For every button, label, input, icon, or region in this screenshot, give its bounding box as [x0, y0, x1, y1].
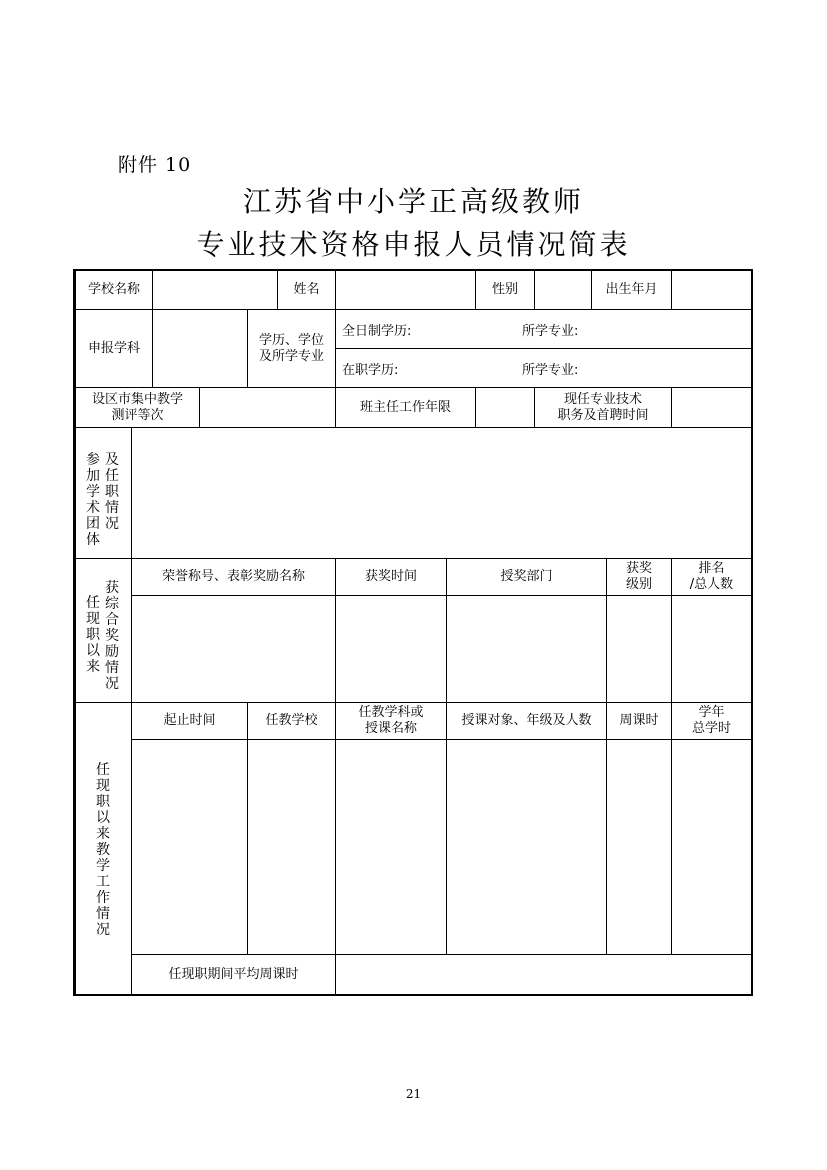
- label-education: [247, 309, 336, 388]
- teaching-total-text-1: 学年: [698, 705, 725, 720]
- teaching-header-target: [446, 702, 607, 740]
- input-teaching-eval[interactable]: [199, 387, 336, 428]
- fulltime-major-label: 所学专业:: [522, 324, 579, 339]
- awards-header-level: [606, 558, 672, 596]
- input-current-title[interactable]: [671, 387, 752, 428]
- teaching-subject-text-1: 任教学科或: [358, 705, 424, 720]
- inservice-edu-label: 在职学历:: [342, 363, 399, 378]
- awards-time-text: 获奖时间: [364, 569, 417, 584]
- awards-header-name: [131, 558, 336, 596]
- page-number: 21: [405, 1087, 422, 1101]
- annex-label: 附件 10: [118, 154, 192, 176]
- label-gender: [475, 270, 535, 310]
- awards-rank-text-1: 排名: [698, 561, 725, 576]
- gender-text: 性别: [491, 282, 518, 297]
- eval-text-1: 设区市集中教学: [91, 391, 183, 407]
- teaching-total-text-2: 总学时: [691, 721, 731, 736]
- education-text-1: 学历、学位: [258, 332, 324, 348]
- awards-rank-text-2: /总人数: [689, 577, 734, 592]
- awards-input-time[interactable]: [335, 595, 447, 703]
- teaching-input-weekly[interactable]: [606, 739, 672, 955]
- awards-header-rank: [671, 558, 752, 596]
- awards-name-text: 荣誉称号、表彰奖励名称: [161, 569, 305, 584]
- teaching-target-text: 授课对象、年级及人数: [461, 713, 592, 728]
- label-teaching-eval: [75, 387, 200, 428]
- teaching-header-total: [671, 702, 752, 740]
- teaching-header-subject: [335, 702, 447, 740]
- label-avg-weekly-hours: [131, 954, 336, 995]
- teaching-header-weekly: [606, 702, 672, 740]
- school-name-text: 学校名称: [87, 282, 140, 297]
- teaching-input-target[interactable]: [446, 739, 607, 955]
- awards-input-dept[interactable]: [446, 595, 607, 703]
- teaching-header-school: [247, 702, 336, 740]
- teaching-input-subject[interactable]: [335, 739, 447, 955]
- subject-text: 申报学科: [87, 340, 140, 356]
- teaching-header-period: [131, 702, 248, 740]
- education-text-2: 及所学专业: [258, 348, 324, 364]
- label-class-teacher-years: [335, 387, 476, 428]
- input-avg-weekly-hours[interactable]: [335, 954, 752, 995]
- input-academic-groups[interactable]: [131, 427, 752, 559]
- title-text-2: 职务及首聘时间: [557, 407, 649, 423]
- teaching-school-text: 任教学校: [265, 713, 318, 728]
- teaching-weekly-text: 周课时: [619, 713, 659, 728]
- input-school-name[interactable]: [152, 270, 278, 310]
- awards-level-text-2: 级别: [625, 577, 652, 592]
- label-subject: [75, 309, 153, 388]
- teaching-period-text: 起止时间: [163, 713, 216, 728]
- awards-side-col1: 任 现 职 以 来: [86, 595, 100, 675]
- label-birth: [591, 270, 672, 310]
- awards-input-rank[interactable]: [671, 595, 752, 703]
- form-title-line2: 专业技术资格申报人员情况简表: [196, 228, 631, 261]
- name-text: 姓名: [293, 282, 320, 297]
- teaching-input-total[interactable]: [671, 739, 752, 955]
- input-subject[interactable]: [152, 309, 248, 388]
- academic-side-col2: 及 任 职 情 况: [105, 452, 119, 532]
- academic-side-col1: 参 加 学 术 团 体: [86, 452, 100, 548]
- awards-input-level[interactable]: [606, 595, 672, 703]
- label-current-title: [534, 387, 672, 428]
- awards-header-dept: [446, 558, 607, 596]
- fulltime-edu-label: 全日制学历:: [342, 324, 412, 339]
- eval-text-2: 测评等次: [111, 407, 164, 423]
- input-birth[interactable]: [671, 270, 752, 310]
- inservice-major-label: 所学专业:: [522, 363, 579, 378]
- label-school-name: [75, 270, 153, 310]
- awards-header-time: [335, 558, 447, 596]
- awards-level-text-1: 获奖: [625, 561, 652, 576]
- input-gender[interactable]: [534, 270, 592, 310]
- input-name[interactable]: [335, 270, 476, 310]
- birth-text: 出生年月: [605, 282, 658, 297]
- class-teacher-text: 班主任工作年限: [359, 399, 451, 415]
- input-class-teacher-years[interactable]: [475, 387, 535, 428]
- teaching-side-text: 任 现 职 以 来 教 学 工 作 情 况: [96, 762, 110, 938]
- teaching-input-period[interactable]: [131, 739, 248, 955]
- awards-input-name[interactable]: [131, 595, 336, 703]
- title-text-1: 现任专业技术: [563, 391, 642, 407]
- awards-side-col2: 获 综 合 奖 励 情 况: [105, 580, 119, 692]
- awards-dept-text: 授奖部门: [500, 569, 553, 584]
- label-name: [277, 270, 336, 310]
- avg-weekly-text: 任现职期间平均周课时: [168, 966, 299, 982]
- form-title-line1: 江苏省中小学正高级教师: [242, 185, 584, 218]
- teaching-input-school[interactable]: [247, 739, 336, 955]
- teaching-subject-text-2: 授课名称: [364, 721, 417, 736]
